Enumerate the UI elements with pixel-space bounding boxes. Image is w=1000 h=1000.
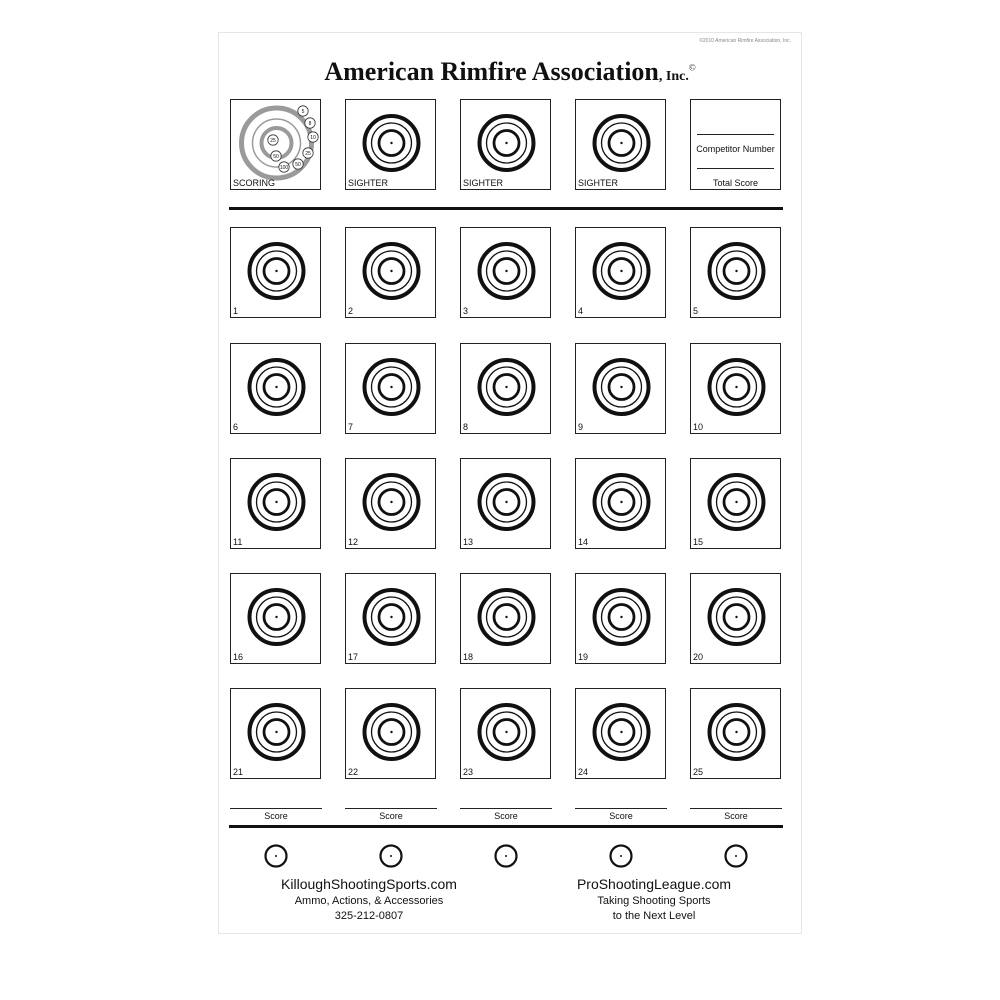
target-number: 21 [233,767,244,777]
score-label: Score [264,811,288,821]
sponsor-right-tagline-1: Taking Shooting Sports [597,895,711,907]
bullseye-target-icon [231,574,322,665]
sponsor-right-tagline-2: to the Next Level [612,910,696,922]
mini-target-icon [723,843,749,869]
competitor-number-label: Competitor Number [696,144,775,154]
bullseye-target-icon [461,459,552,550]
target-number: 19 [578,652,589,662]
target-number: 15 [693,537,704,547]
sighter-label: SIGHTER [463,178,504,188]
target-number: 4 [578,306,584,316]
target-card [230,458,321,549]
scoring-ring-value: 50 [295,162,301,168]
target-card [230,343,321,434]
bullseye-target-icon [576,689,667,780]
divider-bottom [229,825,783,828]
sponsor-left-phone: 325-212-0807 [334,910,404,922]
target-number: 17 [348,652,359,662]
scoring-ring-value: 50 [273,154,279,160]
scoring-ring-value: 10 [310,135,316,141]
competitor-number-line[interactable] [697,134,774,135]
score-line[interactable] [690,808,782,809]
bullseye-target-icon [346,689,437,780]
target-card [345,458,436,549]
sponsor-left-tagline: Ammo, Actions, & Accessories [294,895,444,907]
title-main: American Rimfire Association [324,57,659,86]
target-number: 20 [693,652,704,662]
target-number: 7 [348,422,354,432]
mini-target-icon [378,843,404,869]
score-line[interactable] [575,808,667,809]
target-card [575,227,666,318]
scoring-ring-value: 25 [270,138,276,144]
target-card [460,458,551,549]
sighter-card-2 [460,99,551,190]
target-card [575,688,666,779]
target-card [230,573,321,664]
target-card [230,688,321,779]
target-card [345,343,436,434]
page-title [219,57,801,87]
target-number: 6 [233,422,239,432]
target-number: 2 [348,306,354,316]
total-score-line[interactable] [697,168,774,169]
target-card [230,227,321,318]
bullseye-target-icon [231,459,322,550]
target-card [690,458,781,549]
target-card [690,573,781,664]
score-label: Score [609,811,633,821]
sponsor-left-site[interactable]: KilloughShootingSports.com [281,876,457,892]
sighter-label: SIGHTER [348,178,389,188]
target-card [460,343,551,434]
target-number: 1 [233,306,239,316]
bullseye-target-icon [576,228,667,319]
target-card [460,688,551,779]
copyright-mark: © [688,62,696,73]
copyright-notice: ©2010 American Rimfire Association, Inc. [699,38,791,44]
score-label: Score [379,811,403,821]
score-label: Score [494,811,518,821]
target-card [460,227,551,318]
score-label: Score [724,811,748,821]
target-number: 9 [578,422,584,432]
mini-target-icon [493,843,519,869]
bullseye-target-icon [461,344,552,435]
target-card [460,573,551,664]
title-suffix: , Inc. [658,69,689,84]
bullseye-target-icon [576,574,667,665]
target-number: 16 [233,652,244,662]
target-card [575,458,666,549]
competitor-card [690,99,781,190]
sighter-card-1 [345,99,436,190]
target-number: 11 [233,537,243,547]
bullseye-target-icon [691,574,782,665]
bullseye-target-icon [231,689,322,780]
scoring-diagram-card [230,99,321,190]
total-score-label: Total Score [712,178,759,188]
bullseye-target-icon [461,574,552,665]
target-number: 12 [348,537,359,547]
target-number: 5 [693,306,699,316]
score-line[interactable] [230,808,322,809]
bullseye-target-icon [346,459,437,550]
target-card [575,573,666,664]
bullseye-target-icon [691,344,782,435]
bullseye-target-icon [346,228,437,319]
score-line[interactable] [460,808,552,809]
target-number: 18 [463,652,474,662]
bullseye-target-icon [346,574,437,665]
target-card [690,343,781,434]
bullseye-target-icon [231,344,322,435]
scoring-ring-value: 8 [308,121,312,127]
target-card [690,227,781,318]
mini-target-icon [608,843,634,869]
target-card [345,227,436,318]
target-number: 22 [348,767,359,777]
bullseye-target-icon [346,344,437,435]
target-number: 24 [578,767,589,777]
bullseye-target-icon [691,689,782,780]
scoring-ring-value: 25 [305,151,311,157]
target-number: 13 [463,537,474,547]
bullseye-target-icon [576,344,667,435]
scoring-label: SCORING [233,178,276,188]
bullseye-target-icon [461,228,552,319]
bullseye-target-icon [231,228,322,319]
target-card [345,688,436,779]
target-sheet [218,32,802,934]
sighter-label: SIGHTER [578,178,619,188]
bullseye-target-icon [691,459,782,550]
sighter-card-3 [575,99,666,190]
target-card [690,688,781,779]
bullseye-target-icon [691,228,782,319]
bullseye-target-icon [576,459,667,550]
target-number: 10 [693,422,704,432]
scoring-ring-value: 100 [279,165,289,171]
target-number: 25 [693,767,704,777]
target-number: 23 [463,767,474,777]
scoring-ring-value: 5 [301,109,305,115]
divider-top [229,207,783,210]
score-line[interactable] [345,808,437,809]
target-number: 8 [463,422,469,432]
target-number: 14 [578,537,589,547]
sponsor-right-site[interactable]: ProShootingLeague.com [576,876,732,892]
target-number: 3 [463,306,469,316]
mini-target-icon [263,843,289,869]
target-card [575,343,666,434]
bullseye-target-icon [461,689,552,780]
target-card [345,573,436,664]
